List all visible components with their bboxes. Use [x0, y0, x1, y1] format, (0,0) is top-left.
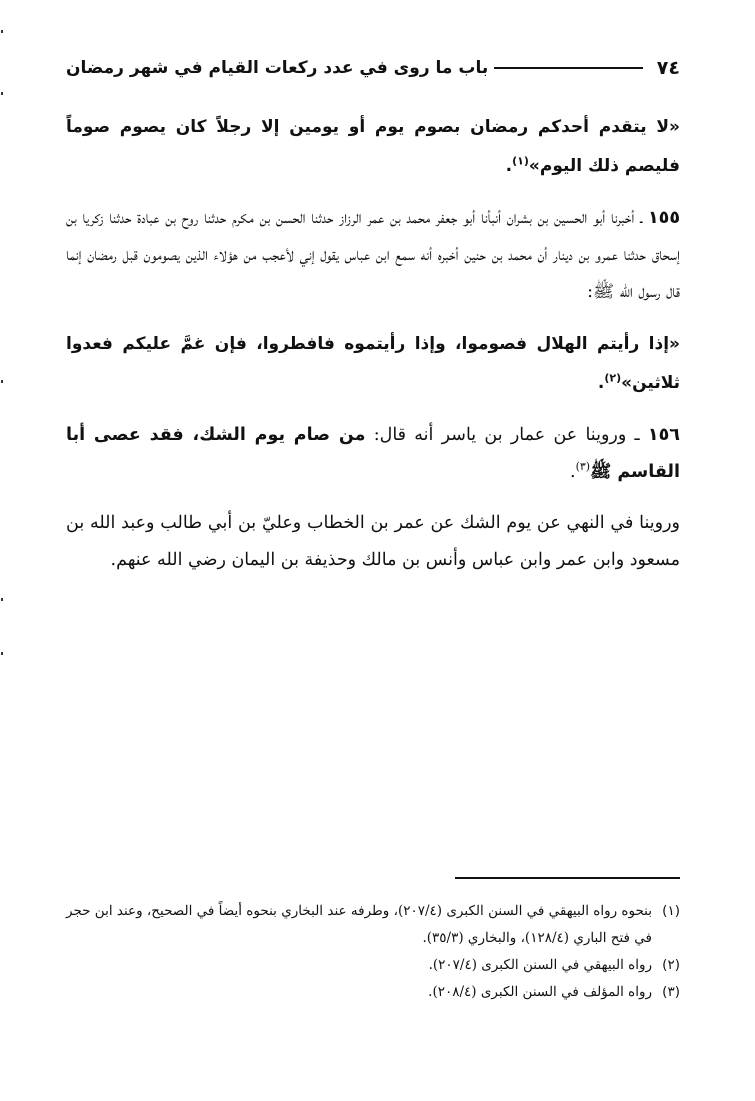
narration-155 — [66, 200, 680, 311]
scan-mark — [1, 652, 3, 655]
hadith-quote-1: «لا يتقدم أحدكم رمضان بصوم يوم أو يومين إلا رجلاً كان يصوم صوماً فليصم ذلك اليوم»$^{(١)}$. — [66, 117, 680, 176]
footnote-ref: (٣) — [575, 460, 591, 474]
footnote-1 — [66, 898, 680, 952]
running-header — [66, 52, 680, 84]
quote-text: «لا يتقدم أحدكم رمضان بصوم يوم أو يومين إلا رجلاً كان يصوم صوماً فليصم ذلك اليوم» — [66, 117, 680, 176]
footnote-marker: (٢) — [662, 957, 680, 973]
narration-text: ـ وروينا عن عمار بن ياسر أنه قال: — [373, 425, 640, 445]
header-rule — [494, 67, 643, 69]
closing-paragraph — [66, 505, 680, 579]
scan-mark — [1, 380, 3, 383]
quote-text: «إذا رأيتم الهلال فصوموا، وإذا رأيتموه فافطروا، فإن غمَّ عليكم فعدوا ثلاثين» — [66, 334, 680, 393]
header-title: باب ما روى في عدد ركعات القيام في شهر رمضان — [66, 58, 489, 78]
scan-mark — [1, 92, 3, 95]
main-text — [66, 108, 680, 593]
footnotes — [66, 898, 680, 1006]
page-number: ٧٤ — [656, 57, 680, 79]
narration-quote: من صام يوم الشك، فقد عصى أبا القاسم ﷺ — [66, 425, 680, 482]
hadith-number: ١٥٥ — [647, 208, 680, 228]
footnote-text: رواه البيهقي في السنن الكبرى (٢٠٧/٤). — [428, 957, 652, 973]
footnote-text: بنحوه رواه البيهقي في السنن الكبرى (٢٠٧/٤)، وطرفه عند البخاري بنحوه أيضاً في الصحيح، وعند ابن حجر في فتح الباري (١٢٨/٤)، والبخاري (٣٥/٣). — [66, 903, 653, 946]
footnote-ref: (٢) — [604, 371, 622, 385]
footnote-ref: (١) — [512, 154, 529, 168]
narration-text: ـ أخبرنا أبو الحسين بن بشران أنبأنا أبو جعفر محمد بن عمر الرزاز حدثنا الحسن بن مكرم حدثنا روح بن عبادة حدثنا زكريا بن إسحاق حدثنا عمرو بن دينار أن محمد بن حنين أخبره أنه سمع ابن عباس يقول إني لأعجب من هؤلاء الذين يصومون قبل رمضان إنما قال رسول الله ﷺ: — [66, 208, 680, 302]
footnote-rule — [455, 877, 680, 879]
footnote-2 — [66, 952, 680, 979]
paragraph-text: وروينا في النهي عن يوم الشك عن عمر بن الخطاب وعليّ بن أبي طالب وعبد الله بن مسعود وابن عمر وابن عباس وأنس بن مالك وحذيفة بن اليمان رضي الله عنهم. — [66, 513, 680, 570]
scan-mark — [1, 30, 3, 33]
footnote-marker: (٣) — [662, 984, 680, 1000]
footnote-marker: (١) — [662, 903, 680, 919]
narration-156: ١٥٦ ـ وروينا عن عمار بن ياسر أنه قال: من صام يوم الشك، فقد عصى أبا القاسم ﷺ$^{(٣)}$. — [66, 425, 680, 482]
hadith-quote-2: «إذا رأيتم الهلال فصوموا، وإذا رأيتموه فافطروا، فإن غمَّ عليكم فعدوا ثلاثين»$^{(٢)}$. — [66, 334, 680, 393]
hadith-number: ١٥٦ — [647, 425, 680, 445]
scan-mark — [1, 598, 3, 601]
footnote-3 — [66, 979, 680, 1006]
footnote-text: رواه المؤلف في السنن الكبرى (٢٠٨/٤). — [428, 984, 652, 1000]
